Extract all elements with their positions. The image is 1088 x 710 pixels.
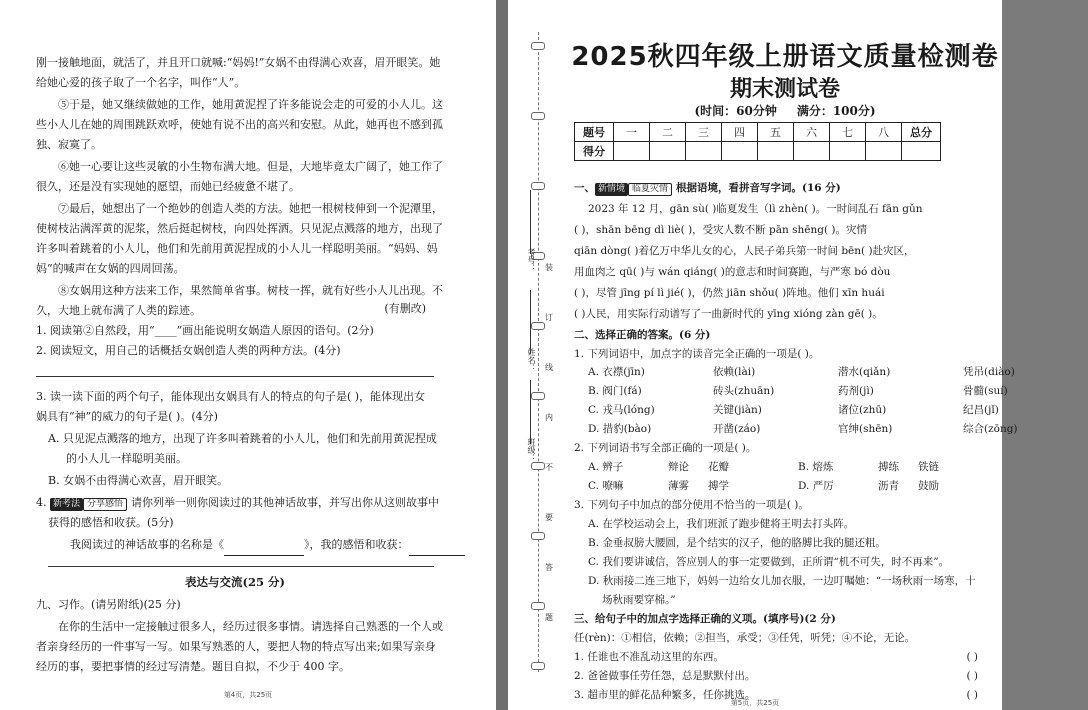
option-item: B. 熔炼 xyxy=(798,461,834,473)
cut-mark: 不 xyxy=(545,463,553,472)
score-table-header-row xyxy=(575,123,941,142)
cut-mark: 内 xyxy=(545,413,553,422)
s2-q1-option-b xyxy=(588,381,1008,402)
option-item: 开凿(záo) xyxy=(713,423,761,435)
cut-mark: 题 xyxy=(545,613,553,622)
binding-hole xyxy=(531,322,545,330)
exam-number-label: 考号： xyxy=(527,248,536,272)
s2-q3-option-c: C. 我们要讲诚信，答应别人的事一定要做到，正所谓“机不可失，时不再来”。 xyxy=(588,556,950,568)
answer-paren[interactable]: ( ) xyxy=(966,651,978,663)
passage-line: ⑦最后，她想出了一个绝妙的创造人类的方法。她把一根树枝伸到一个泥潭里， xyxy=(58,202,443,215)
table-cell: 七 xyxy=(830,123,866,142)
option-item: 依赖(lài) xyxy=(713,366,756,378)
binding-hole xyxy=(531,532,545,540)
cut-mark: 要 xyxy=(545,513,553,522)
pinyin-line: 用血肉之 qū( )与 wán qiáng( )的意志和时间赛跑，与严寒 bó dòu xyxy=(574,266,891,278)
option-item: 药剂(jì) xyxy=(838,385,874,397)
disaster-tag: 临夏灾情 xyxy=(628,183,672,196)
exam-number-field[interactable] xyxy=(530,190,531,254)
story-name-blank[interactable] xyxy=(224,543,304,556)
score-cell[interactable] xyxy=(650,142,686,161)
s3-question-1: 1. 任谁也不准乱动这里的东西。 xyxy=(574,651,724,663)
class-field[interactable] xyxy=(530,380,531,444)
feeling-blank[interactable] xyxy=(409,543,465,556)
score-cell[interactable] xyxy=(866,142,902,161)
page-number: 第4页，共25页 xyxy=(223,691,273,699)
answer-paren[interactable]: ( ) xyxy=(966,670,978,682)
q3-option-a-cont: 的小人儿一样聪明美丽。 xyxy=(66,452,187,465)
passage-line: ⑧女娲用这种方法来工作，果然简单省事。树枝一挥，就有好些小人儿出现。不 xyxy=(58,284,443,297)
right-page xyxy=(508,0,1018,710)
passage-line: 些小人儿在她的周围跳跃欢呼，使她有说不出的高兴和安慰。从此，她再也不感到孤 xyxy=(36,118,443,131)
binding-hole xyxy=(531,662,545,670)
option-item: 潜水(qiǎn) xyxy=(838,366,891,378)
option-item: D. 严厉 xyxy=(798,480,834,492)
essay-prompt: 经历的事，要把事情的经过写清楚。题目自拟，不少于 400 字。 xyxy=(36,660,350,673)
table-cell: 得分 xyxy=(575,142,614,161)
s2-q2-options-cd xyxy=(588,476,998,497)
passage-line: 妈”的喊声在女娲的四周回荡。 xyxy=(36,262,185,275)
passage-line: 独、寂寞了。 xyxy=(36,138,102,151)
q4-prompt: 我阅读过的神话故事的名称是《 xyxy=(70,538,224,551)
option-item: A. 衣襟(jīn) xyxy=(588,366,645,378)
table-cell: 三 xyxy=(686,123,722,142)
q4-answer-line xyxy=(70,534,468,556)
s2-q3-option-d-cont: 场秋雨要穿棉。” xyxy=(602,594,676,606)
left-page xyxy=(0,0,496,710)
essay-prompt: 者亲身经历的一件事写一写。如果写熟悉的人，要把人物的特点写出来;如果写亲身 xyxy=(36,640,436,653)
question-4: 4. 新考法 分享感悟 请你列举一则你阅读过的其他神话故事，并写出你从这则故事中 xyxy=(36,496,440,509)
section-title: 表达与交流(25 分) xyxy=(185,575,285,589)
name-field[interactable] xyxy=(530,290,531,354)
s2-q1-option-d xyxy=(588,419,1018,440)
question-3-cont: 娲具有“神”的威力的句子是( )。(4分) xyxy=(36,410,218,423)
s2-question-2: 2. 下列词语书写全部正确的一项是( )。 xyxy=(574,442,757,454)
class-label: 班级： xyxy=(527,438,536,462)
binding-hole xyxy=(531,182,545,190)
new-method-tag: 新考法 xyxy=(50,498,83,511)
table-cell: 五 xyxy=(758,123,794,142)
s3-definition: 任(rèn)：①相信，依赖；②担当，承受；③任凭，听凭；④不论，无论。 xyxy=(574,632,916,644)
essay-prompt: 在你的生活中一定接触过很多人，经历过很多事情。请选择自己熟悉的一个人或 xyxy=(58,620,443,633)
option-item: 搏练 xyxy=(878,461,899,473)
s3-question-3: 3. 超市里的鲜花品种繁多，任你挑选。 xyxy=(574,689,756,701)
s2-q1-option-c xyxy=(588,400,998,421)
option-item: 薄雾 xyxy=(668,480,689,492)
table-cell: 四 xyxy=(722,123,758,142)
binding-hole xyxy=(531,392,545,400)
q3-option-a: A. 只见泥点溅落的地方，出现了许多叫着跳着的小人儿，他们和先前用黄泥捏成 xyxy=(48,432,437,445)
answer-line[interactable] xyxy=(36,376,434,377)
section-1-title xyxy=(574,178,984,199)
s3-question-2: 2. 爸爸做事任劳任怨，总是默默付出。 xyxy=(574,670,756,682)
question-4-text: 请你列举一则你阅读过的其他神话故事，并写出你从这则故事中 xyxy=(131,496,440,509)
passage-line: 许多叫着跳着的小人儿，他们和先前用黄泥捏成的小人儿一样聪明美丽。“妈妈、妈 xyxy=(36,242,438,255)
option-item: C. 嘹嘛 xyxy=(588,480,624,492)
total-score: 满分：100分) xyxy=(796,104,876,118)
s2-q3-option-a: A. 在学校运动会上，我们班派了跑步健将王明去打头阵。 xyxy=(588,518,855,530)
answer-line[interactable] xyxy=(48,566,434,567)
option-item: D. 措豹(bào) xyxy=(588,423,652,435)
question-3: 3. 读一读下面的两个句子，能体现出女娲具有人的特点的句子是( )，能体现出女 xyxy=(36,390,426,403)
binding-hole xyxy=(531,112,545,120)
page-gutter xyxy=(496,0,508,710)
cut-mark: 装 xyxy=(545,263,553,272)
passage-line: ⑥她一心要让这些灵敏的小生物布满大地。但是，大地毕竟太广阔了，她工作了 xyxy=(58,160,443,173)
section-1-heading: 根据语境，看拼音写字词。(16 分) xyxy=(676,182,841,194)
option-item: 官绅(shēn) xyxy=(838,423,893,435)
pinyin-line: ( )人民，用实际行动谱写了一曲新时代的 yīng xióng zàn gē( )。 xyxy=(574,308,883,320)
answer-paren[interactable]: ( ) xyxy=(966,689,978,701)
score-cell[interactable] xyxy=(722,142,758,161)
table-cell: 六 xyxy=(794,123,830,142)
pinyin-line: ( )，shān bēng dì liè( )，受灾人数不断 pān shēng( )。灾情 xyxy=(574,224,867,236)
binding-strip xyxy=(538,32,557,672)
source-note: (有删改) xyxy=(384,302,426,315)
page-number: 第5页，共25页 xyxy=(730,699,780,707)
binding-hole xyxy=(531,602,545,610)
score-cell[interactable] xyxy=(614,142,650,161)
section-number: 一、 xyxy=(574,182,595,194)
question-2: 2. 阅读短文，用自己的话概括女娲创造人类的两种方法。(4分) xyxy=(36,344,341,357)
share-tag: 分享感悟 xyxy=(83,498,127,511)
name-label: 姓名： xyxy=(527,348,536,372)
question-1: 1. 阅读第②自然段，用“____”画出能说明女娲造人原因的语句。(2分) xyxy=(36,324,374,337)
score-cell[interactable] xyxy=(902,142,941,161)
q3-option-b: B. 女娲不由得满心欢喜，眉开眼笑。 xyxy=(48,474,229,487)
binding-hole xyxy=(531,42,545,50)
option-item: 纪昌(jǐ) xyxy=(963,404,999,416)
question-4-cont: 获得的感悟和收获。(5分) xyxy=(48,516,174,529)
passage-line: 很久，还是没有实现她的愿望，而她已经疲惫不堪了。 xyxy=(36,180,300,193)
s2-q2-options-ab xyxy=(588,457,998,478)
option-item: 铁链 xyxy=(918,461,939,473)
score-cell[interactable] xyxy=(758,142,794,161)
time-limit: (时间：60分钟 xyxy=(694,104,777,118)
cut-mark: 订 xyxy=(545,313,553,322)
s2-q3-option-b: B. 金垂叔膀大腰圆，是个结实的汉子，他的胳膊比我的腿还粗。 xyxy=(588,537,886,549)
passage-line: 久，大地上就布满了人类的踪迹。 xyxy=(36,304,201,317)
new-situation-tag: 新情境 xyxy=(595,183,628,196)
section-3-title: 三、给句子中的加点字选择正确的义项。(填序号)(2 分) xyxy=(574,613,836,625)
table-cell: 总分 xyxy=(902,123,941,142)
pinyin-line: qiān dòng( )着亿万中华儿女的心，人民子弟兵第一时间 bēn( )赴灾区， xyxy=(574,245,915,257)
passage-line: 使树枝沾满浑黄的泥浆，然后挺起树枝，向四处挥洒。只见泥点溅落的地方，出现了 xyxy=(36,222,443,235)
section-2-title: 二、选择正确的答案。(6 分) xyxy=(574,329,711,341)
score-table xyxy=(574,122,941,161)
s2-q3-option-d: D. 秋雨接二连三地下，妈妈一边给女儿加衣服，一边叮嘱她：“一场秋雨一场寒，十 xyxy=(588,575,976,587)
option-item: B. 阀门(fá) xyxy=(588,385,642,397)
option-item: 关键(jiàn) xyxy=(713,404,762,416)
option-item: 砖头(zhuān) xyxy=(713,385,775,397)
table-cell: 一 xyxy=(614,123,650,142)
table-cell: 题号 xyxy=(575,123,614,142)
question-9: 九、习作。(请另附纸)(25 分) xyxy=(36,598,181,611)
table-cell: 二 xyxy=(650,123,686,142)
exam-subtitle: 期末测试卷 xyxy=(729,77,840,102)
exam-meta xyxy=(568,102,1002,119)
option-item: C. 戎马(lóng) xyxy=(588,404,655,416)
option-item: A. 辨子 xyxy=(588,461,624,473)
passage-line: ⑤于是，她又继续做她的工作，她用黄泥捏了许多能说会走的可爱的小人儿。这 xyxy=(58,98,443,111)
score-cell[interactable] xyxy=(830,142,866,161)
pinyin-line: 2023 年 12 月，gān sù( )临夏发生（lì zhèn( )。一时间乱石 fān gǔn xyxy=(588,203,923,215)
option-item: 骨髓(suí) xyxy=(963,385,1008,397)
passage-line: 刚一接触地面，就活了，并且开口就喊:“妈妈!”女娲不由得满心欢喜，眉开眼笑。她 xyxy=(36,56,441,69)
option-item: 综合(zōng) xyxy=(963,423,1018,435)
option-item: 花瓣 xyxy=(708,461,729,473)
q4-prompt-2: 》，我的感悟和收获： xyxy=(304,538,409,551)
option-item: 诸位(zhū) xyxy=(838,404,887,416)
table-cell: 八 xyxy=(866,123,902,142)
option-item: 搏学 xyxy=(708,480,729,492)
cut-mark: 线 xyxy=(545,363,553,372)
cut-mark: 答 xyxy=(545,563,553,572)
option-item: 沥青 xyxy=(878,480,899,492)
option-item: 辩论 xyxy=(668,461,689,473)
score-cell[interactable] xyxy=(794,142,830,161)
passage-line: 给她心爱的孩子取了一个名字，叫作“人”。 xyxy=(36,76,246,89)
s2-q1-option-a xyxy=(588,362,1015,383)
option-item: 凭吊(diào) xyxy=(963,366,1015,378)
exam-title: 2025秋四年级上册语文质量检测卷 xyxy=(571,42,999,72)
score-cell[interactable] xyxy=(686,142,722,161)
option-item: 鼓励 xyxy=(918,480,939,492)
score-table-score-row xyxy=(575,142,941,161)
binding-hole xyxy=(531,462,545,470)
s2-question-1: 1. 下列词语中，加点字的读音完全正确的一项是( )。 xyxy=(574,348,820,360)
s2-question-3: 3. 下列句子中加点的部分使用不恰当的一项是( )。 xyxy=(574,499,809,511)
pinyin-line: ( )，尽管 jīng pí lì jié( )，仍然 jiān shǒu( )阵地。他们 xīn huái xyxy=(574,287,885,299)
